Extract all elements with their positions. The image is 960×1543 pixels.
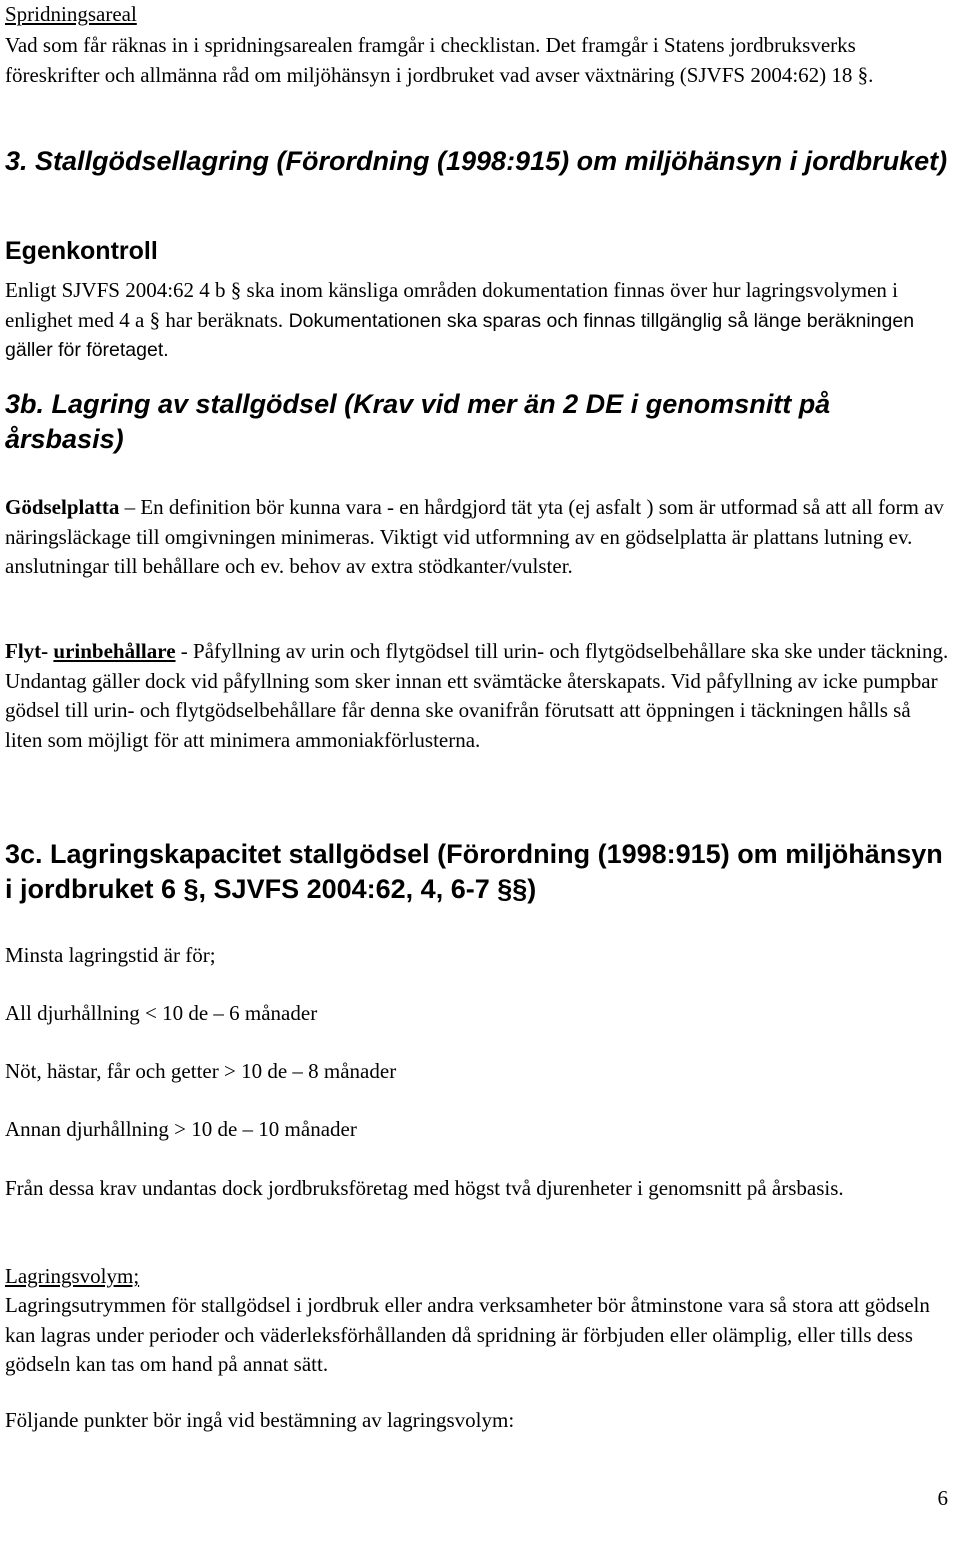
flyt-term: Flyt- xyxy=(5,639,54,663)
page-number: 6 xyxy=(937,1486,948,1510)
lagringstid-row-all: All djurhållning < 10 de – 6 månader xyxy=(5,1001,318,1025)
egenkontroll-paragraph xyxy=(5,276,952,365)
lagringsvolym-heading: Lagringsvolym; xyxy=(5,1264,140,1288)
lagringsvolym-paragraph: Lagringsutrymmen för stallgödsel i jordbruk eller andra verksamheter bör åtminstone vara så stora att gödseln kan lagras under perioder och väderleksförhållanden då spridning är förbjuden eller olämplig, eller tills dess gödseln kan tas om hand på annat sätt. xyxy=(5,1293,930,1376)
lagringstid-row-annan: Annan djurhållning > 10 de – 10 månader xyxy=(5,1117,357,1141)
godselplatta-term: Gödselplatta xyxy=(5,495,120,519)
lagringstid-row-not: Nöt, hästar, får och getter > 10 de – 8 månader xyxy=(5,1059,397,1083)
egenkontroll-heading: Egenkontroll xyxy=(5,237,158,265)
godselplatta-text: – En definition bör kunna vara - en hårdgjord tät yta (ej asfalt ) som är utformad så att all form av näringsläckage till omgivningen minimeras. Viktigt vid utformning av en gödselplatta är plattans lutning ev. anslutningar till behållare och ev. behov av extra stödkanter/vulster. xyxy=(5,495,944,578)
spridningsareal-paragraph: Vad som får räknas in i spridningsarealen framgår i checklistan. Det framgår i Statens jordbruksverks föreskrifter och allmänna råd om miljöhänsyn i jordbruket vad avser växtnäring (SJVFS 2004:62) 18 §. xyxy=(5,33,874,87)
section-3c-heading: 3c. Lagringskapacitet stallgödsel (Förordning (1998:915) om miljöhänsyn i jordbruket 6 §, SJVFS 2004:62, 4, 6-7 §§) xyxy=(5,839,943,904)
egenkontroll-text-b: Dokumentationen ska sparas och finnas tillgänglig så länge beräkningen gäller för företaget. xyxy=(5,309,915,361)
section-3b-heading: 3b. Lagring av stallgödsel (Krav vid mer än 2 DE i genomsnitt på årsbasis) xyxy=(5,389,831,454)
flyt-text: - Påfyllning av urin och flytgödsel till urin- och flytgödselbehållare ska ske under täckning. Undantag gäller dock vid påfyllning som sker innan ett svämtäcke återskapats. Vid påfyllning av icke pumpbar gödsel till urin- och flytgödselbehållare får denna ske ovanifrån förutsatt att öppningen i täckningen hålls så liten som möjligt för att minimera ammoniakförlusterna. xyxy=(5,639,949,752)
section-3-heading: 3. Stallgödsellagring (Förordning (1998:915) om miljöhänsyn i jordbruket) xyxy=(5,146,948,176)
lagringsvolym-following: Följande punkter bör ingå vid bestämning av lagringsvolym: xyxy=(5,1408,515,1432)
lagringstid-exception: Från dessa krav undantas dock jordbruksföretag med högst två djurenheter i genomsnitt på årsbasis. xyxy=(5,1176,844,1200)
godselplatta-paragraph xyxy=(5,493,952,582)
section-heading-spridningsareal: Spridningsareal xyxy=(5,2,137,26)
flyt-urin-paragraph xyxy=(5,637,952,755)
egenkontroll-text-a: Enligt SJVFS 2004:62 4 b § ska inom känsliga områden dokumentation finnas över hur lagringsvolymen i enlighet med 4 a § har beräknats. xyxy=(5,278,898,332)
urinbehallare-term: urinbehållare xyxy=(53,639,176,663)
lagringstid-intro: Minsta lagringstid är för; xyxy=(5,943,216,967)
